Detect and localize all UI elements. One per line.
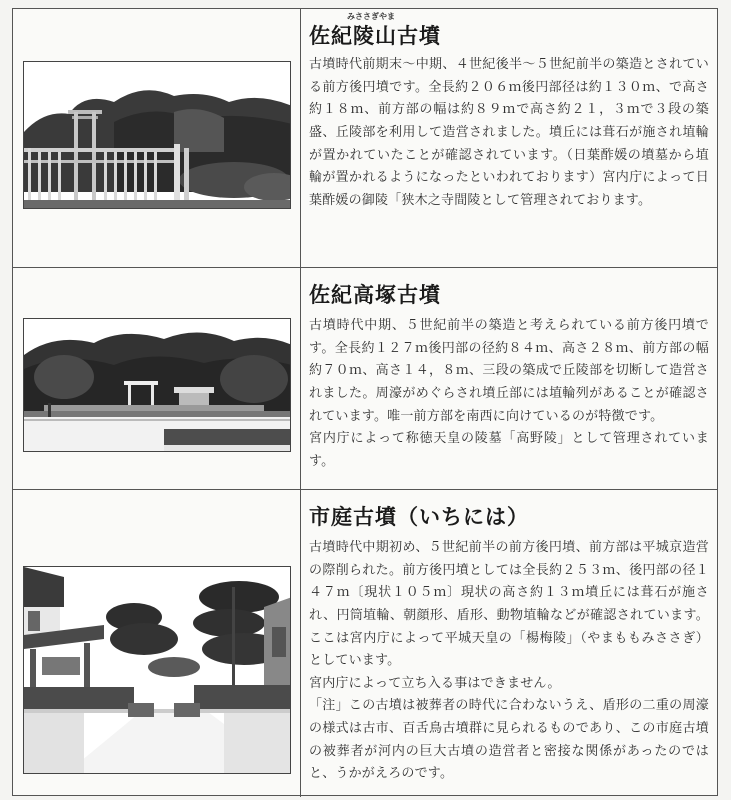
entry-body	[309, 537, 709, 786]
description-cell	[309, 282, 709, 489]
village-path-pines-photo	[23, 566, 291, 774]
title-ruby-reading: みささぎやま	[347, 11, 395, 21]
body-paragraph: 古墳時代中期、５世紀前半の築造と考えられている前方後円墳です。全長約１２７ｍ後円部の径約８４ｍ、高さ２８ｍ、前方部の幅約７０ｍ、高さ１４，８ｍ、三段の築成で丘陵部を切断して造営されました。周濠がめぐらされ墳丘部には埴輪列があることが確認されています。唯一前方部を南西に向けているのが特徴です。	[309, 318, 709, 424]
description-cell	[309, 504, 709, 797]
title-ruby-base: 陵	[353, 23, 375, 48]
body-paragraph: 宮内庁によって称徳天皇の陵墓「高野陵」として管理されています。	[309, 431, 709, 469]
column-divider	[300, 9, 301, 267]
entry-body	[309, 315, 709, 473]
document-table	[12, 8, 718, 796]
body-paragraph: 古墳時代前期末～中期、４世紀後半～５世紀前半の築造とされている前方後円墳です。全長約２０６ｍ後円部径は約１３０ｍ、で高さ約１８ｍ、前方部の幅は約８９ｍで高さ約２１，３ｍで３段の築盛、丘陵部を利用して造営されました。墳丘には葺石が施され埴輪が置かれていたことが確認されています。（日葉酢媛の墳墓から埴輪が置かれるようになったといわれております）宮内庁によって日葉酢媛の御陵「狭木之寺間陵として管理されております。	[309, 57, 709, 208]
body-paragraph: 宮内庁によって立ち入る事はできません。	[309, 675, 561, 691]
photo-cell	[13, 490, 300, 797]
forest-mound-torii-photo	[23, 318, 291, 452]
entry-row-saki-takatsuka	[13, 268, 717, 490]
entry-body	[309, 54, 709, 212]
body-paragraph: 古墳時代中期初め、５世紀前半の前方後円墳、前方部は平城京造営の際削られた。前方後円墳としては全長約２５３ｍ、後円部の径１４７ｍ〔現状１０５ｍ〕現状の高さ約１３ｍ墳丘には葺石が施され、円筒埴輪、朝顔形、盾形、動物埴輪などが確認されています。ここは宮内庁によって平城天皇の「楊梅陵」（やまももみささぎ）としています。	[309, 540, 709, 669]
photo-cell	[13, 268, 300, 489]
entry-row-ichiniwa	[13, 490, 717, 797]
column-divider	[300, 268, 301, 489]
entry-title: 市庭古墳（いちには）	[309, 504, 529, 529]
column-divider	[300, 490, 301, 797]
tomb-gate-fence-photo	[23, 61, 291, 209]
body-paragraph: 「注」この古墳は被葬者の時代に合わないうえ、盾形の二重の周濠の様式は古市、百舌鳥古墳群に見られるものであり、この市庭古墳の被葬者が河内の巨大古墳の造営者と密接な関係があったのではと、うかがえろのです。	[309, 698, 709, 782]
description-cell	[309, 11, 709, 267]
entry-title	[309, 11, 709, 48]
entry-row-saki-misasagiyama	[13, 9, 717, 268]
photo-cell	[13, 9, 300, 267]
title-prefix: 佐紀	[309, 23, 353, 48]
title-ruby	[347, 11, 395, 48]
title-suffix: 山古墳	[375, 23, 441, 48]
entry-title: 佐紀高塚古墳	[309, 282, 441, 307]
